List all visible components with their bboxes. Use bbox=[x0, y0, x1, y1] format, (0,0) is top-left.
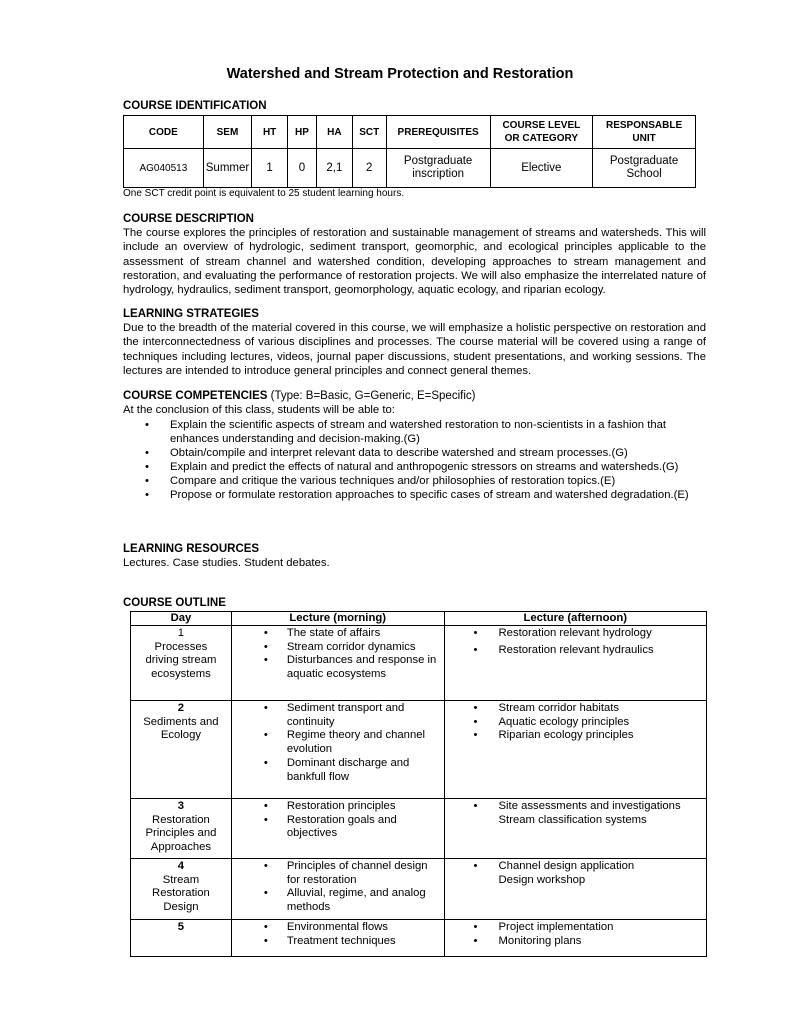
day-name-line: Design bbox=[163, 900, 199, 913]
value-sem: Summer bbox=[203, 149, 251, 188]
col-hp: HP bbox=[288, 116, 317, 149]
description-text: The course explores the principles of restoration and sustainable management of streams and watersheds. This will include an overview of hydrologic, sediment transport, geomorphic, and ecological principles applicable to the assessment of stream channel and watershed condition, developing approaches to stream management and restoration, and evaluating the performance of restoration projects. We will also emphasize the interrelated nature of hydrology, hydraulics, sediment transport, geomorphology, aquatic ecology, and riparian ecology. bbox=[123, 227, 706, 297]
afternoon-cell bbox=[444, 799, 706, 859]
day-name-line: Restoration bbox=[152, 813, 210, 826]
outline-row-day-3 bbox=[131, 799, 707, 859]
competency-item: • Propose or formulate restoration approaches to specific cases of stream and watershed degradation.(E) bbox=[123, 488, 706, 502]
morning-cell bbox=[231, 919, 444, 956]
outline-header-row bbox=[131, 612, 707, 626]
afternoon-topic: • Stream corridor habitats bbox=[448, 702, 703, 716]
value-ha: 2,1 bbox=[316, 149, 352, 188]
day-cell bbox=[131, 799, 232, 859]
competency-item: • Compare and critique the various techniques and/or philosophies of restoration topics.(E) bbox=[123, 474, 706, 488]
morning-cell bbox=[231, 626, 444, 701]
value-code: AG040513 bbox=[124, 149, 204, 188]
morning-topic: • Stream corridor dynamics bbox=[235, 641, 441, 655]
morning-topic: • Restoration principles bbox=[235, 800, 441, 814]
value-prerequisites bbox=[386, 149, 490, 188]
afternoon-topic: Stream classification systems bbox=[498, 813, 647, 826]
col-course-level-line1: COURSE LEVEL bbox=[502, 120, 581, 131]
col-unit-line2: UNIT bbox=[632, 133, 656, 144]
morning-cell bbox=[231, 858, 444, 919]
morning-cell bbox=[231, 701, 444, 799]
morning-topic: • The state of affairs bbox=[235, 627, 441, 641]
outline-row-day-1 bbox=[131, 626, 707, 701]
competencies-intro: At the conclusion of this class, students will be able to: bbox=[123, 404, 395, 416]
day-number: 4 bbox=[177, 859, 185, 872]
strategies-heading: LEARNING STRATEGIES bbox=[123, 308, 259, 320]
day-name-line: Stream bbox=[162, 873, 200, 886]
value-sct: 2 bbox=[352, 149, 386, 188]
value-unit-line1: Postgraduate bbox=[609, 155, 679, 167]
day-name-line: Principles and bbox=[145, 827, 217, 840]
competencies-type-note: (Type: B=Basic, G=Generic, E=Specific) bbox=[267, 390, 476, 402]
competency-item: • Obtain/compile and interpret relevant data to describe watershed and stream processes.(G) bbox=[123, 446, 706, 460]
day-name-line: Restoration bbox=[152, 887, 210, 900]
afternoon-cell bbox=[444, 919, 706, 956]
value-responsable-unit bbox=[593, 149, 696, 188]
day-name-line: Approaches bbox=[150, 841, 212, 854]
outline-row-day-4 bbox=[131, 858, 707, 919]
morning-cell bbox=[231, 799, 444, 859]
col-sem: SEM bbox=[203, 116, 251, 149]
morning-topic: • Principles of channel design for restoration bbox=[235, 860, 441, 887]
afternoon-cell bbox=[444, 858, 706, 919]
morning-topic: • Restoration goals and objectives bbox=[235, 814, 441, 841]
afternoon-cell bbox=[444, 626, 706, 701]
afternoon-topic: Design workshop bbox=[498, 873, 586, 886]
value-prereq-line1: Postgraduate bbox=[403, 155, 473, 167]
day-name-line: Processes bbox=[154, 640, 208, 653]
competencies-list bbox=[123, 418, 706, 502]
identification-heading: COURSE IDENTIFICATION bbox=[123, 100, 267, 112]
value-prereq-line2: inscription bbox=[412, 168, 464, 180]
morning-topic: • Alluvial, regime, and analog methods bbox=[235, 887, 441, 914]
morning-topic: • Regime theory and channel evolution bbox=[235, 729, 441, 756]
afternoon-topic: • Project implementation bbox=[448, 921, 703, 935]
strategies-text: Due to the breadth of the material covered in this course, we will emphasize a holistic perspective on restoration and the interconnectedness of various disciplines and processes. The course material will be covered using a range of techniques including lectures, videos, journal paper discussions, student presentations, and working sessions. The lectures are intended to introduce general principles and connect general themes. bbox=[123, 322, 706, 377]
day-cell bbox=[131, 919, 232, 956]
afternoon-topic: • Site assessments and investigations bbox=[448, 800, 703, 814]
day-name-line: Sediments and bbox=[143, 715, 219, 728]
outline-table bbox=[130, 611, 707, 957]
value-ht: 1 bbox=[252, 149, 288, 188]
competency-item: • Explain and predict the effects of natural and anthropogenic stressors on streams and watersheds.(G) bbox=[123, 460, 706, 474]
day-number: 5 bbox=[177, 920, 185, 933]
identification-value-row bbox=[124, 149, 696, 188]
competency-item: • Explain the scientific aspects of stream and watershed restoration to non-scientists in a fashion that enhances understanding and decision-making.(G) bbox=[123, 418, 706, 446]
description-heading: COURSE DESCRIPTION bbox=[123, 213, 254, 225]
value-hp: 0 bbox=[288, 149, 317, 188]
outline-col-afternoon: Lecture (afternoon) bbox=[444, 612, 706, 626]
day-name-line: Ecology bbox=[160, 729, 202, 742]
outline-col-morning: Lecture (morning) bbox=[231, 612, 444, 626]
col-sct: SCT bbox=[352, 116, 386, 149]
outline-col-day: Day bbox=[131, 612, 232, 626]
resources-heading: LEARNING RESOURCES bbox=[123, 543, 260, 555]
morning-topic: • Treatment techniques bbox=[235, 935, 441, 949]
afternoon-cell bbox=[444, 701, 706, 799]
day-number: 1 bbox=[177, 627, 185, 639]
col-course-level-line2: OR CATEGORY bbox=[504, 133, 578, 144]
col-prerequisites: PREREQUISITES bbox=[386, 116, 490, 149]
morning-topic: • Environmental flows bbox=[235, 921, 441, 935]
day-cell bbox=[131, 858, 232, 919]
afternoon-topic: • Monitoring plans bbox=[448, 935, 703, 949]
credit-note: One SCT credit point is equivalent to 25 student learning hours. bbox=[123, 188, 405, 199]
outline-heading: COURSE OUTLINE bbox=[123, 597, 226, 609]
value-unit-line2: School bbox=[626, 168, 662, 180]
col-code: CODE bbox=[124, 116, 204, 149]
day-name-line: ecosystems bbox=[151, 668, 211, 681]
day-cell bbox=[131, 701, 232, 799]
afternoon-topic: • Restoration relevant hydrology bbox=[448, 627, 703, 641]
col-responsable-unit bbox=[593, 116, 696, 149]
resources-text: Lectures. Case studies. Student debates. bbox=[123, 557, 330, 569]
afternoon-topic: • Riparian ecology principles bbox=[448, 729, 703, 743]
morning-topic: • Dominant discharge and bankfull flow bbox=[235, 757, 441, 784]
day-number: 3 bbox=[177, 800, 185, 812]
competencies-heading: COURSE COMPETENCIES bbox=[123, 390, 268, 402]
value-course-level: Elective bbox=[490, 149, 593, 188]
page-title: Watershed and Stream Protection and Restoration bbox=[226, 66, 574, 82]
col-course-level bbox=[490, 116, 593, 149]
col-ha: HA bbox=[316, 116, 352, 149]
day-number: 2 bbox=[177, 702, 185, 714]
outline-row-day-5 bbox=[131, 919, 707, 956]
afternoon-topic: • Restoration relevant hydraulics bbox=[448, 644, 703, 658]
identification-table bbox=[123, 115, 696, 188]
afternoon-topic: • Channel design application bbox=[448, 860, 703, 874]
competencies-heading-line bbox=[123, 390, 475, 402]
col-ht: HT bbox=[252, 116, 288, 149]
day-name-line: driving stream bbox=[145, 654, 217, 667]
morning-topic: • Disturbances and response in aquatic ecosystems bbox=[235, 654, 441, 681]
identification-header-row bbox=[124, 116, 696, 149]
afternoon-topic: • Aquatic ecology principles bbox=[448, 716, 703, 730]
morning-topic: • Sediment transport and continuity bbox=[235, 702, 441, 729]
col-unit-line1: RESPONSABLE bbox=[606, 120, 683, 131]
day-cell bbox=[131, 626, 232, 701]
outline-row-day-2 bbox=[131, 701, 707, 799]
